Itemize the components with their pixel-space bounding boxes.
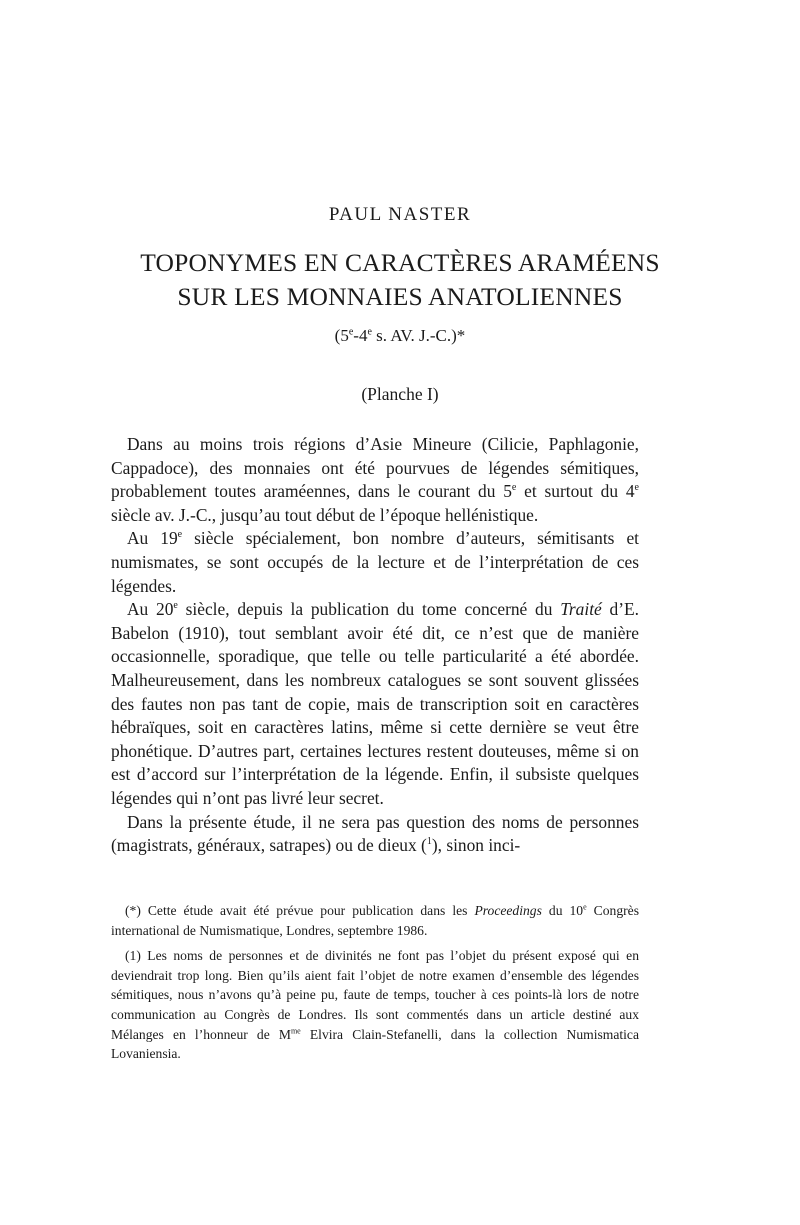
paragraph-2: Au 19e siècle spécialement, bon nombre d’auteurs, sémitisants et numismates, se sont occupés de la lecture et de l’interprétation de ces légendes.	[111, 528, 639, 596]
paragraph-3: Au 20e siècle, depuis la publication du tome concerné du Traité d’E. Babelon (1910), tout semblant avoir été dit, ce n’est que de manière occasionnelle, sporadique, que telle ou telle particularité a été abordée. Malheureusement, dans les nombreux catalogues se sont souvent glissées des fautes non pas tant de copie, mais de transcription soit en caractères hébraïques, soit en caractères latins, même si cette dernière se veut être phonétique. D’autres part, certaines lectures restent douteuses, même si on est d’accord sur l’interprétation de la légende. Enfin, il subsiste quelques légendes qui n’ont pas livré leur secret.	[111, 599, 639, 808]
title-line-1: TOPONYMES EN CARACTÈRES ARAMÉENS	[140, 248, 660, 277]
plate-reference: (Planche I)	[361, 384, 439, 404]
paragraph-1: Dans au moins trois régions d’Asie Mineure (Cilicie, Paphlagonie, Cappadoce), des monnaies ont été pourvues de légendes sémitiques, probablement toutes araméennes, dans le courant du 5e et surtout du 4e siècle av. J.-C., jusqu’au tout début de l’époque hellénistique.	[111, 434, 639, 525]
footnotes	[111, 901, 639, 1070]
article-title	[0, 246, 800, 314]
author-text: PAUL NASTER	[328, 204, 472, 225]
title-line-2: SUR LES MONNAIES ANATOLIENNES	[177, 282, 623, 311]
footnote-star: (*) Cette étude avait été prévue pour publication dans les Proceedings du 10e Congrès international de Numismatique, Londres, septembre 1986.	[111, 902, 639, 938]
article-body	[111, 433, 639, 858]
footnote-1: (1) Les noms de personnes et de divinités ne font pas l’objet du présent exposé qui en deviendrait trop long. Bien qu’ils aient fait l’objet de notre examen d’ensemble des légendes sémitiques, nous n’avons qu’à peine pu, faute de temps, toucher à ces points-là lors de notre communication au Congrès de Londres. Ils sont commentés dans un article destiné aux Mélanges en l’honneur de $M^{me}$ Elvira Clain-Stefanelli, dans la collection Numismatica Lovaniensia.	[111, 948, 639, 1062]
author-name	[0, 204, 800, 226]
article-subtitle: (5e-4e s. AV. J.-C.)*	[334, 326, 466, 345]
paragraph-4: Dans la présente étude, il ne sera pas question des noms de personnes (magistrats, généraux, satrapes) ou de dieux ($^1$), sinon inci-	[111, 811, 639, 856]
